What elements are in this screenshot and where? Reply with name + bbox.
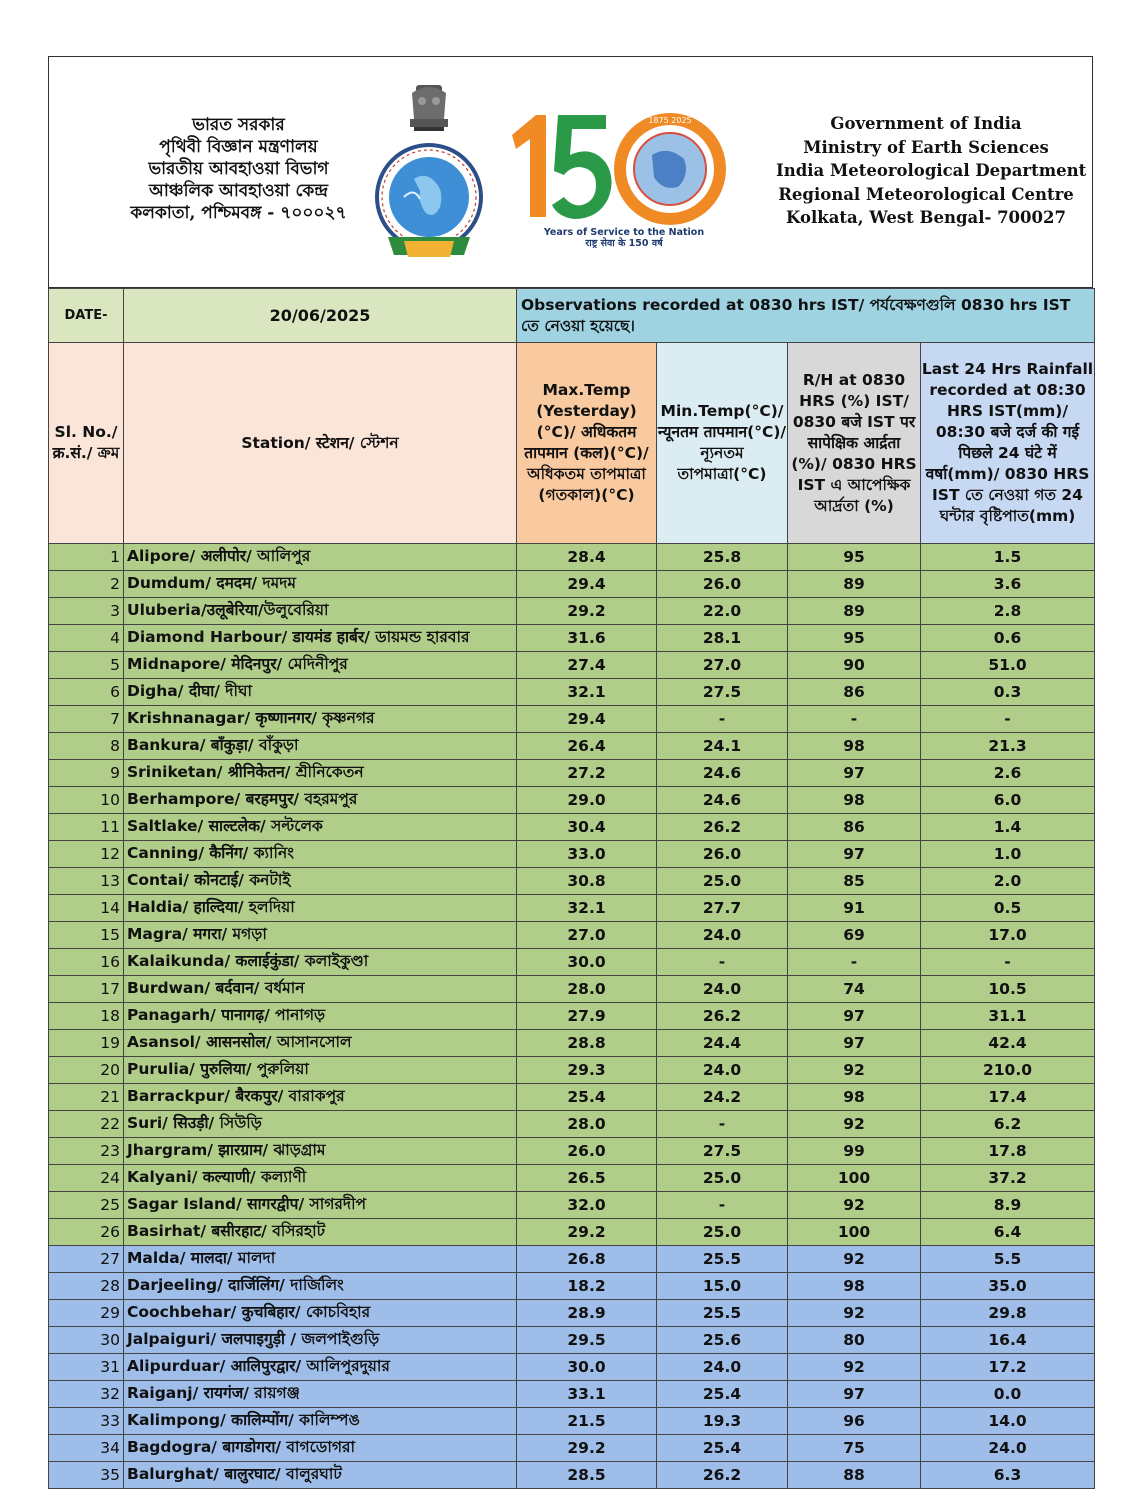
table-row xyxy=(49,1381,1095,1408)
cell-min-temp: 25.0 xyxy=(657,1219,788,1246)
cell-min-temp: 25.4 xyxy=(657,1435,788,1462)
cell-rainfall: 31.1 xyxy=(921,1003,1095,1030)
cell-min-temp: 24.0 xyxy=(657,922,788,949)
cell-relative-humidity: 97 xyxy=(788,1030,921,1057)
cell-min-temp: 27.7 xyxy=(657,895,788,922)
table-row xyxy=(49,976,1095,1003)
en-address-line: Regional Meteorological Centre xyxy=(778,184,1074,204)
cell-rainfall: 17.0 xyxy=(921,922,1095,949)
cell-station: Sriniketan/ श्रीनिकेतन/ শ্রীনিকেতন xyxy=(124,760,517,787)
cell-rainfall: 17.8 xyxy=(921,1138,1095,1165)
cell-station: Digha/ दीघा/ দীঘা xyxy=(124,679,517,706)
cell-max-temp: 26.5 xyxy=(517,1165,657,1192)
table-row xyxy=(49,652,1095,679)
cell-min-temp: 27.5 xyxy=(657,1138,788,1165)
cell-station: Saltlake/ साल्टलेक/ সল্টলেক xyxy=(124,814,517,841)
table-row xyxy=(49,1003,1095,1030)
table-row xyxy=(49,814,1095,841)
cell-station: Jhargram/ झारग्राम/ ঝাড়গ্রাম xyxy=(124,1138,517,1165)
cell-station: Dumdum/ दमदम/ দমদম xyxy=(124,571,517,598)
cell-station: Diamond Harbour/ डायमंड हार्बर/ ডায়মন্ড হারবার xyxy=(124,625,517,652)
cell-rainfall: 51.0 xyxy=(921,652,1095,679)
cell-rainfall: 6.3 xyxy=(921,1462,1095,1489)
cell-station: Magra/ मगरा/ মগড়া xyxy=(124,922,517,949)
cell-max-temp: 27.2 xyxy=(517,760,657,787)
cell-max-temp: 33.1 xyxy=(517,1381,657,1408)
bn-address-line: কলকাতা, পশ্চিমবঙ্গ - ৭০০০২৭ xyxy=(130,203,347,223)
cell-rainfall: - xyxy=(921,949,1095,976)
cell-station: Berhampore/ बरहमपुर/ বহরমপুর xyxy=(124,787,517,814)
cell-relative-humidity: 95 xyxy=(788,544,921,571)
table-row xyxy=(49,949,1095,976)
cell-relative-humidity: 86 xyxy=(788,814,921,841)
cell-max-temp: 18.2 xyxy=(517,1273,657,1300)
cell-max-temp: 21.5 xyxy=(517,1408,657,1435)
cell-min-temp: 24.2 xyxy=(657,1084,788,1111)
cell-max-temp: 28.9 xyxy=(517,1300,657,1327)
cell-sl-no: 34 xyxy=(49,1435,124,1462)
table-row xyxy=(49,679,1095,706)
cell-max-temp: 33.0 xyxy=(517,841,657,868)
table-row xyxy=(49,1327,1095,1354)
cell-station: Alipurduar/ आलिपुरद्वार/ আলিপুরদুয়ার xyxy=(124,1354,517,1381)
cell-relative-humidity: 98 xyxy=(788,1273,921,1300)
cell-relative-humidity: 85 xyxy=(788,868,921,895)
cell-min-temp: 26.2 xyxy=(657,814,788,841)
cell-min-temp: 24.0 xyxy=(657,976,788,1003)
cell-relative-humidity: 92 xyxy=(788,1057,921,1084)
weather-report-sheet xyxy=(48,56,1094,1484)
cell-relative-humidity: 92 xyxy=(788,1354,921,1381)
cell-sl-no: 8 xyxy=(49,733,124,760)
cell-rainfall: 0.6 xyxy=(921,625,1095,652)
cell-station: Kalimpong/ कालिम्पोंग/ কালিম্পঙ xyxy=(124,1408,517,1435)
cell-min-temp: 15.0 xyxy=(657,1273,788,1300)
cell-sl-no: 16 xyxy=(49,949,124,976)
cell-max-temp: 26.8 xyxy=(517,1246,657,1273)
cell-station: Basirhat/ बसीरहाट/ বসিরহাট xyxy=(124,1219,517,1246)
cell-rainfall: 0.5 xyxy=(921,895,1095,922)
cell-rainfall: 2.8 xyxy=(921,598,1095,625)
cell-max-temp: 26.0 xyxy=(517,1138,657,1165)
cell-rainfall: 8.9 xyxy=(921,1192,1095,1219)
cell-station: Panagarh/ पानागढ़/ পানাগড় xyxy=(124,1003,517,1030)
cell-rainfall: 14.0 xyxy=(921,1408,1095,1435)
cell-sl-no: 6 xyxy=(49,679,124,706)
cell-rainfall: 6.2 xyxy=(921,1111,1095,1138)
column-header-station: Station/ स्टेशन/ স্টেশন xyxy=(124,343,517,544)
cell-max-temp: 32.0 xyxy=(517,1192,657,1219)
cell-relative-humidity: 75 xyxy=(788,1435,921,1462)
cell-relative-humidity: 97 xyxy=(788,1381,921,1408)
column-header-sl-no: Sl. No./ क्र.सं./ ক্রম xyxy=(49,343,124,544)
cell-min-temp: - xyxy=(657,1192,788,1219)
cell-sl-no: 5 xyxy=(49,652,124,679)
cell-station: Asansol/ आसनसोल/ আসানসোল xyxy=(124,1030,517,1057)
cell-rainfall: 2.6 xyxy=(921,760,1095,787)
cell-sl-no: 4 xyxy=(49,625,124,652)
cell-min-temp: 27.0 xyxy=(657,652,788,679)
table-row xyxy=(49,1219,1095,1246)
cell-relative-humidity: 92 xyxy=(788,1192,921,1219)
cell-relative-humidity: 95 xyxy=(788,625,921,652)
cell-relative-humidity: 86 xyxy=(788,679,921,706)
cell-rainfall: 3.6 xyxy=(921,571,1095,598)
cell-rainfall: 42.4 xyxy=(921,1030,1095,1057)
cell-max-temp: 28.4 xyxy=(517,544,657,571)
cell-min-temp: 24.0 xyxy=(657,1057,788,1084)
cell-max-temp: 28.0 xyxy=(517,976,657,1003)
cell-sl-no: 23 xyxy=(49,1138,124,1165)
cell-max-temp: 30.0 xyxy=(517,1354,657,1381)
table-row xyxy=(49,1057,1095,1084)
cell-relative-humidity: 98 xyxy=(788,787,921,814)
cell-rainfall: 5.5 xyxy=(921,1246,1095,1273)
cell-relative-humidity: 96 xyxy=(788,1408,921,1435)
cell-min-temp: 27.5 xyxy=(657,679,788,706)
cell-relative-humidity: 99 xyxy=(788,1138,921,1165)
cell-rainfall: 10.5 xyxy=(921,976,1095,1003)
table-row xyxy=(49,1300,1095,1327)
cell-station: Haldia/ हाल्दिया/ হলদিয়া xyxy=(124,895,517,922)
cell-min-temp: 25.4 xyxy=(657,1381,788,1408)
cell-sl-no: 35 xyxy=(49,1462,124,1489)
cell-rainfall: 37.2 xyxy=(921,1165,1095,1192)
cell-relative-humidity: 89 xyxy=(788,571,921,598)
cell-rainfall: 0.0 xyxy=(921,1381,1095,1408)
cell-sl-no: 26 xyxy=(49,1219,124,1246)
cell-station: Darjeeling/ दार्जिलिंग/ দার্জিলিং xyxy=(124,1273,517,1300)
column-header-min-temp: Min.Temp(°C)/ न्यूनतम तापमान(°C)/ ন্যূনতম তাপমাত্রা(°C) xyxy=(657,343,788,544)
cell-min-temp: - xyxy=(657,706,788,733)
cell-sl-no: 21 xyxy=(49,1084,124,1111)
table-row xyxy=(49,1030,1095,1057)
cell-rainfall: 1.4 xyxy=(921,814,1095,841)
cell-max-temp: 29.2 xyxy=(517,598,657,625)
table-row xyxy=(49,1246,1095,1273)
table-row xyxy=(49,760,1095,787)
cell-station: Balurghat/ बालुरघाट/ বালুরঘাট xyxy=(124,1462,517,1489)
cell-station: Kalaikunda/ कलाईकुंडा/ কলাইকুণ্ডা xyxy=(124,949,517,976)
cell-max-temp: 29.2 xyxy=(517,1435,657,1462)
cell-sl-no: 31 xyxy=(49,1354,124,1381)
cell-rainfall: 16.4 xyxy=(921,1327,1095,1354)
imd-emblem-icon xyxy=(374,79,484,261)
cell-relative-humidity: - xyxy=(788,706,921,733)
table-row xyxy=(49,625,1095,652)
cell-rainfall: 1.0 xyxy=(921,841,1095,868)
cell-max-temp: 30.4 xyxy=(517,814,657,841)
cell-rainfall: 2.0 xyxy=(921,868,1095,895)
cell-min-temp: 25.5 xyxy=(657,1246,788,1273)
cell-sl-no: 1 xyxy=(49,544,124,571)
cell-sl-no: 28 xyxy=(49,1273,124,1300)
table-row xyxy=(49,544,1095,571)
cell-min-temp: 26.0 xyxy=(657,841,788,868)
table-row xyxy=(49,1165,1095,1192)
cell-sl-no: 7 xyxy=(49,706,124,733)
cell-relative-humidity: 90 xyxy=(788,652,921,679)
cell-min-temp: 24.6 xyxy=(657,760,788,787)
column-header-rainfall: Last 24 Hrs Rainfall recorded at 08:30 HRS IST(mm)/ 08:30 बजे दर्ज की गई पिछले 24 घंटे में वर्षा(mm)/ 0830 HRS IST তে নেওয়া গত 24 ঘন্টার বৃষ্টিপাত(mm) xyxy=(921,343,1095,544)
cell-sl-no: 18 xyxy=(49,1003,124,1030)
observation-time-note: Observations recorded at 0830 hrs IST/ পর্যবেক্ষণগুলি 0830 hrs IST তে নেওয়া হয়েছে। xyxy=(517,289,1095,343)
cell-rainfall: - xyxy=(921,706,1095,733)
cell-station: Suri/ सिउड़ी/ সিউড়ি xyxy=(124,1111,517,1138)
cell-station: Alipore/ अलीपोर/ আলিপুর xyxy=(124,544,517,571)
cell-min-temp: 25.0 xyxy=(657,1165,788,1192)
table-row xyxy=(49,1435,1095,1462)
cell-max-temp: 26.4 xyxy=(517,733,657,760)
en-address-line: Kolkata, West Bengal- 700027 xyxy=(786,208,1066,227)
cell-min-temp: 28.1 xyxy=(657,625,788,652)
cell-rainfall: 6.0 xyxy=(921,787,1095,814)
cell-min-temp: 25.5 xyxy=(657,1300,788,1327)
cell-max-temp: 29.4 xyxy=(517,706,657,733)
cell-max-temp: 27.0 xyxy=(517,922,657,949)
cell-sl-no: 29 xyxy=(49,1300,124,1327)
table-row xyxy=(49,1273,1095,1300)
cell-min-temp: 26.2 xyxy=(657,1003,788,1030)
table-row xyxy=(49,1192,1095,1219)
cell-min-temp: 24.4 xyxy=(657,1030,788,1057)
cell-max-temp: 25.4 xyxy=(517,1084,657,1111)
logo-years-text: 1875 2025 xyxy=(648,116,692,125)
date-label: DATE- xyxy=(49,289,124,343)
table-row xyxy=(49,922,1095,949)
cell-relative-humidity: 89 xyxy=(788,598,921,625)
bn-address-line: পৃথিবী বিজ্ঞান মন্ত্রণালয় xyxy=(159,137,318,157)
cell-relative-humidity: 74 xyxy=(788,976,921,1003)
cell-sl-no: 27 xyxy=(49,1246,124,1273)
column-header-relative-humidity: R/H at 0830 HRS (%) IST/ 0830 बजे IST पर सापेक्षिक आर्द्रता (%)/ 0830 HRS IST এ আপেক্ষিক আর্দ্রতা (%) xyxy=(788,343,921,544)
cell-max-temp: 28.5 xyxy=(517,1462,657,1489)
cell-station: Bagdogra/ बागडोगरा/ বাগডোগরা xyxy=(124,1435,517,1462)
cell-station: Krishnanagar/ कृष्णानगर/ কৃষ্ণনগর xyxy=(124,706,517,733)
bn-address-line: ভারতীয় আবহাওয়া বিভাগ xyxy=(148,159,329,179)
cell-max-temp: 30.8 xyxy=(517,868,657,895)
cell-sl-no: 30 xyxy=(49,1327,124,1354)
logo-caption-hi: राष्ट्र सेवा के 150 वर्ष xyxy=(585,238,663,249)
cell-station: Uluberia/उलूबेरिया/উলুবেরিয়া xyxy=(124,598,517,625)
cell-station: Burdwan/ बर्दवान/ বর্ধমান xyxy=(124,976,517,1003)
cell-rainfall: 24.0 xyxy=(921,1435,1095,1462)
letterhead xyxy=(49,57,1092,288)
cell-min-temp: 19.3 xyxy=(657,1408,788,1435)
cell-relative-humidity: 98 xyxy=(788,1084,921,1111)
cell-max-temp: 29.3 xyxy=(517,1057,657,1084)
cell-station: Contai/ कोनटाई/ কনটাই xyxy=(124,868,517,895)
cell-min-temp: 24.0 xyxy=(657,1354,788,1381)
cell-max-temp: 32.1 xyxy=(517,895,657,922)
cell-min-temp: 25.6 xyxy=(657,1327,788,1354)
bengali-address-block xyxy=(111,114,366,224)
cell-sl-no: 20 xyxy=(49,1057,124,1084)
cell-sl-no: 13 xyxy=(49,868,124,895)
cell-rainfall: 6.4 xyxy=(921,1219,1095,1246)
cell-sl-no: 33 xyxy=(49,1408,124,1435)
cell-sl-no: 32 xyxy=(49,1381,124,1408)
cell-station: Bankura/ बाँकुड़ा/ বাঁকুড়া xyxy=(124,733,517,760)
table-row xyxy=(49,841,1095,868)
cell-relative-humidity: 97 xyxy=(788,760,921,787)
table-row xyxy=(49,733,1095,760)
en-address-line: Government of India xyxy=(830,114,1022,133)
table-row xyxy=(49,868,1095,895)
cell-sl-no: 17 xyxy=(49,976,124,1003)
cell-station: Jalpaiguri/ जलपाइगुड़ी / জলপাইগুড়ি xyxy=(124,1327,517,1354)
cell-station: Purulia/ पुरुलिया/ পুরুলিয়া xyxy=(124,1057,517,1084)
table-row xyxy=(49,1111,1095,1138)
cell-relative-humidity: 92 xyxy=(788,1246,921,1273)
cell-min-temp: 25.0 xyxy=(657,868,788,895)
en-address-line: Ministry of Earth Sciences xyxy=(803,137,1049,157)
logo-caption xyxy=(524,227,724,249)
table-row xyxy=(49,1354,1095,1381)
cell-relative-humidity: 92 xyxy=(788,1300,921,1327)
cell-sl-no: 25 xyxy=(49,1192,124,1219)
cell-sl-no: 24 xyxy=(49,1165,124,1192)
cell-relative-humidity: 80 xyxy=(788,1327,921,1354)
cell-sl-no: 15 xyxy=(49,922,124,949)
cell-relative-humidity: 69 xyxy=(788,922,921,949)
cell-max-temp: 29.4 xyxy=(517,571,657,598)
cell-min-temp: 26.0 xyxy=(657,571,788,598)
cell-rainfall: 1.5 xyxy=(921,544,1095,571)
table-row xyxy=(49,1138,1095,1165)
cell-station: Midnapore/ मेदिनपुर/ মেদিনীপুর xyxy=(124,652,517,679)
cell-min-temp: - xyxy=(657,1111,788,1138)
table-row xyxy=(49,1084,1095,1111)
cell-max-temp: 27.4 xyxy=(517,652,657,679)
cell-rainfall: 29.8 xyxy=(921,1300,1095,1327)
cell-max-temp: 31.6 xyxy=(517,625,657,652)
cell-max-temp: 27.9 xyxy=(517,1003,657,1030)
bn-address-line: আঞ্চলিক আবহাওয়া কেন্দ্র xyxy=(148,181,329,201)
english-address-block xyxy=(776,112,1087,230)
cell-relative-humidity: - xyxy=(788,949,921,976)
cell-relative-humidity: 97 xyxy=(788,841,921,868)
cell-min-temp: 22.0 xyxy=(657,598,788,625)
cell-min-temp: 26.2 xyxy=(657,1462,788,1489)
en-address-line: India Meteorological Department xyxy=(776,161,1087,180)
cell-rainfall: 35.0 xyxy=(921,1273,1095,1300)
cell-max-temp: 28.0 xyxy=(517,1111,657,1138)
cell-sl-no: 14 xyxy=(49,895,124,922)
cell-rainfall: 21.3 xyxy=(921,733,1095,760)
cell-relative-humidity: 100 xyxy=(788,1165,921,1192)
cell-max-temp: 30.0 xyxy=(517,949,657,976)
cell-sl-no: 12 xyxy=(49,841,124,868)
report-date: 20/06/2025 xyxy=(124,289,517,343)
cell-relative-humidity: 92 xyxy=(788,1111,921,1138)
cell-relative-humidity: 100 xyxy=(788,1219,921,1246)
cell-max-temp: 29.5 xyxy=(517,1327,657,1354)
cell-rainfall: 0.3 xyxy=(921,679,1095,706)
column-header-max-temp: Max.Temp (Yesterday)(°C)/ अधिकतम तापमान (कल)(°C)/ অধিকতম তাপমাত্রা (গতকাল)(°C) xyxy=(517,343,657,544)
table-row xyxy=(49,1408,1095,1435)
cell-station: Barrackpur/ बैरकपुर/ বারাকপুর xyxy=(124,1084,517,1111)
cell-max-temp: 28.8 xyxy=(517,1030,657,1057)
cell-relative-humidity: 97 xyxy=(788,1003,921,1030)
table-row xyxy=(49,571,1095,598)
cell-rainfall: 210.0 xyxy=(921,1057,1095,1084)
cell-min-temp: - xyxy=(657,949,788,976)
cell-max-temp: 32.1 xyxy=(517,679,657,706)
cell-sl-no: 10 xyxy=(49,787,124,814)
bn-address-line: ভারত সরকার xyxy=(192,115,285,135)
cell-sl-no: 19 xyxy=(49,1030,124,1057)
cell-station: Kalyani/ कल्याणी/ কল্যাণী xyxy=(124,1165,517,1192)
cell-sl-no: 22 xyxy=(49,1111,124,1138)
cell-rainfall: 17.4 xyxy=(921,1084,1095,1111)
cell-relative-humidity: 91 xyxy=(788,895,921,922)
table-row xyxy=(49,1462,1095,1489)
observation-table xyxy=(48,288,1095,1489)
cell-min-temp: 24.6 xyxy=(657,787,788,814)
cell-relative-humidity: 88 xyxy=(788,1462,921,1489)
cell-station: Sagar Island/ सागरद्वीप/ সাগরদীপ xyxy=(124,1192,517,1219)
table-row xyxy=(49,598,1095,625)
cell-station: Canning/ कैनिंग/ ক্যানিং xyxy=(124,841,517,868)
cell-sl-no: 2 xyxy=(49,571,124,598)
cell-station: Raiganj/ रायगंज/ রায়গঞ্জ xyxy=(124,1381,517,1408)
cell-sl-no: 3 xyxy=(49,598,124,625)
table-row xyxy=(49,787,1095,814)
cell-station: Malda/ मालदा/ মালদা xyxy=(124,1246,517,1273)
cell-max-temp: 29.0 xyxy=(517,787,657,814)
table-row xyxy=(49,895,1095,922)
cell-rainfall: 17.2 xyxy=(921,1354,1095,1381)
cell-min-temp: 24.1 xyxy=(657,733,788,760)
logo-caption-en: Years of Service to the Nation xyxy=(543,227,705,238)
cell-max-temp: 29.2 xyxy=(517,1219,657,1246)
cell-sl-no: 11 xyxy=(49,814,124,841)
cell-station: Coochbehar/ कुचबिहार/ কোচবিহার xyxy=(124,1300,517,1327)
cell-relative-humidity: 98 xyxy=(788,733,921,760)
table-row xyxy=(49,706,1095,733)
cell-min-temp: 25.8 xyxy=(657,544,788,571)
cell-sl-no: 9 xyxy=(49,760,124,787)
